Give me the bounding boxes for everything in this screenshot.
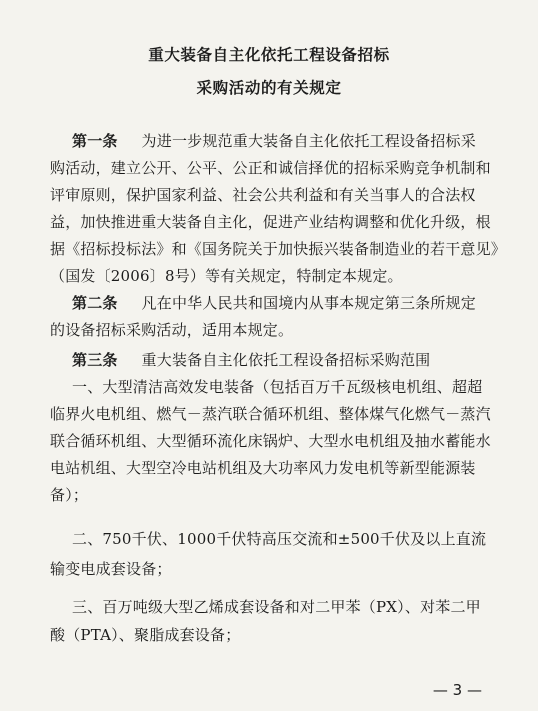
article-3-item-1-line: 一、大型清洁高效发电装备（包括百万千瓦级核电机组、超超: [72, 378, 483, 396]
document-title-line-2: 采购活动的有关规定: [196, 79, 342, 97]
page-number: — 3 —: [432, 681, 482, 699]
article-3-item-2-line: 二、750千伏、1000千伏特高压交流和±500千伏及以上直流: [72, 530, 487, 548]
article-1-text: 为进一步规范重大装备自主化依托工程设备招标采: [141, 132, 476, 150]
article-3-line: 电站机组、大型空冷电站机组及大功率风力发电机等新型能源装: [50, 459, 476, 477]
article-3-line: 临界火电机组、燃气－蒸汽联合循环机组、整体煤气化燃气－蒸汽: [50, 405, 491, 423]
article-3-first-line: [72, 351, 430, 369]
article-3-line: 酸（PTA）、聚脂成套设备；: [50, 626, 241, 644]
article-2-text: 凡在中华人民共和国境内从事本规定第三条所规定: [141, 294, 476, 312]
article-1-line: 购活动，建立公开、公平、公正和诚信择优的招标采购竞争机制和: [50, 159, 491, 177]
article-3-heading: 重大装备自主化依托工程设备招标采购范围: [141, 351, 431, 369]
article-1-line: 据《招标投标法》和《国务院关于加快振兴装备制造业的若干意见》: [50, 240, 507, 258]
article-3-item-3-line: 三、百万吨级大型乙烯成套设备和对二甲苯（PX）、对苯二甲: [72, 598, 481, 616]
article-3-label: 第三条: [72, 351, 118, 369]
document-title-line-1: 重大装备自主化依托工程设备招标: [148, 46, 390, 64]
article-1-first-line: [72, 132, 476, 150]
article-3-line: 备）；: [50, 486, 89, 504]
article-2-first-line: [72, 294, 476, 312]
article-2-label: 第二条: [72, 294, 118, 312]
article-3-line: 联合循环机组、大型循环流化床锅炉、大型水电机组及抽水蓄能水: [50, 432, 491, 450]
article-1-line: 益，加快推进重大装备自主化，促进产业结构调整和优化升级，根: [50, 213, 491, 231]
article-3-line: 输变电成套设备；: [50, 560, 172, 578]
article-1-line: 评审原则，保护国家利益、社会公共利益和有关当事人的合法权: [50, 186, 476, 204]
article-1-label: 第一条: [72, 132, 118, 150]
article-2-line: 的设备招标采购活动，适用本规定。: [50, 321, 294, 339]
article-1-line: （国发〔2006〕8号）等有关规定，特制定本规定。: [50, 267, 403, 285]
